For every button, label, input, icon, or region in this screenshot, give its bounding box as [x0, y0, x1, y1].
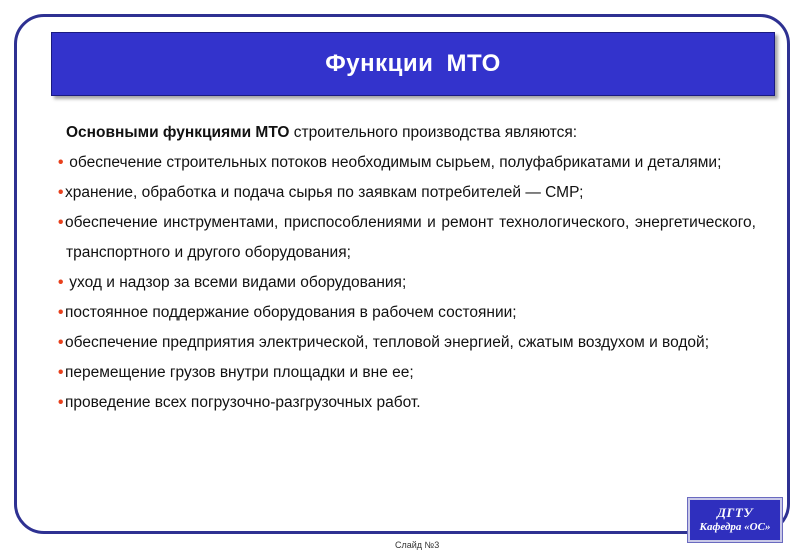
- bullet-icon: •: [58, 274, 64, 291]
- logo-university-name: ДГТУ: [717, 505, 753, 520]
- list-item: [58, 298, 756, 328]
- intro-rest: строительного производства являются:: [289, 124, 578, 141]
- bullet-icon: •: [58, 364, 64, 381]
- list-item-text: обеспечение строительных потоков необходимым сырьем, полуфабрикатами и деталями;: [65, 154, 722, 171]
- list-item: [58, 148, 756, 178]
- bullet-icon: •: [58, 394, 64, 411]
- university-logo: [688, 498, 782, 542]
- list-item-text: обеспечение предприятия электрической, тепловой энергией, сжатым воздухом и водой;: [65, 334, 710, 351]
- slide-number: Слайд №3: [395, 540, 440, 550]
- bullet-icon: •: [58, 334, 64, 351]
- list-item: [58, 208, 756, 268]
- title-bar: [51, 32, 775, 96]
- list-item: [58, 328, 756, 358]
- list-item: [58, 268, 756, 298]
- slide-title: Функции МТО: [325, 50, 501, 77]
- list-item: [58, 358, 756, 388]
- list-item-text: уход и надзор за всеми видами оборудования;: [65, 274, 407, 291]
- bullet-icon: •: [58, 184, 64, 201]
- list-item: [58, 388, 756, 418]
- bullet-icon: •: [58, 154, 64, 171]
- bullet-icon: •: [58, 304, 64, 321]
- list-item-text: хранение, обработка и подача сырья по заявкам потребителей — СМР;: [65, 184, 584, 201]
- list-item-text: постоянное поддержание оборудования в рабочем состоянии;: [65, 304, 517, 321]
- logo-department-name: Кафедра «ОС»: [699, 521, 771, 533]
- list-item-text: проведение всех погрузочно-разгрузочных работ.: [65, 394, 421, 411]
- list-item: [58, 178, 756, 208]
- intro-bold: Основными функциями МТО: [66, 124, 290, 141]
- bullet-icon: •: [58, 214, 64, 231]
- slide-content: [58, 118, 756, 418]
- intro-text: [58, 118, 756, 148]
- list-item-text: обеспечение инструментами, приспособлениями и ремонт технологического, энергетического, транспортного и другого оборудования;: [65, 214, 756, 261]
- list-item-text: перемещение грузов внутри площадки и вне ее;: [65, 364, 414, 381]
